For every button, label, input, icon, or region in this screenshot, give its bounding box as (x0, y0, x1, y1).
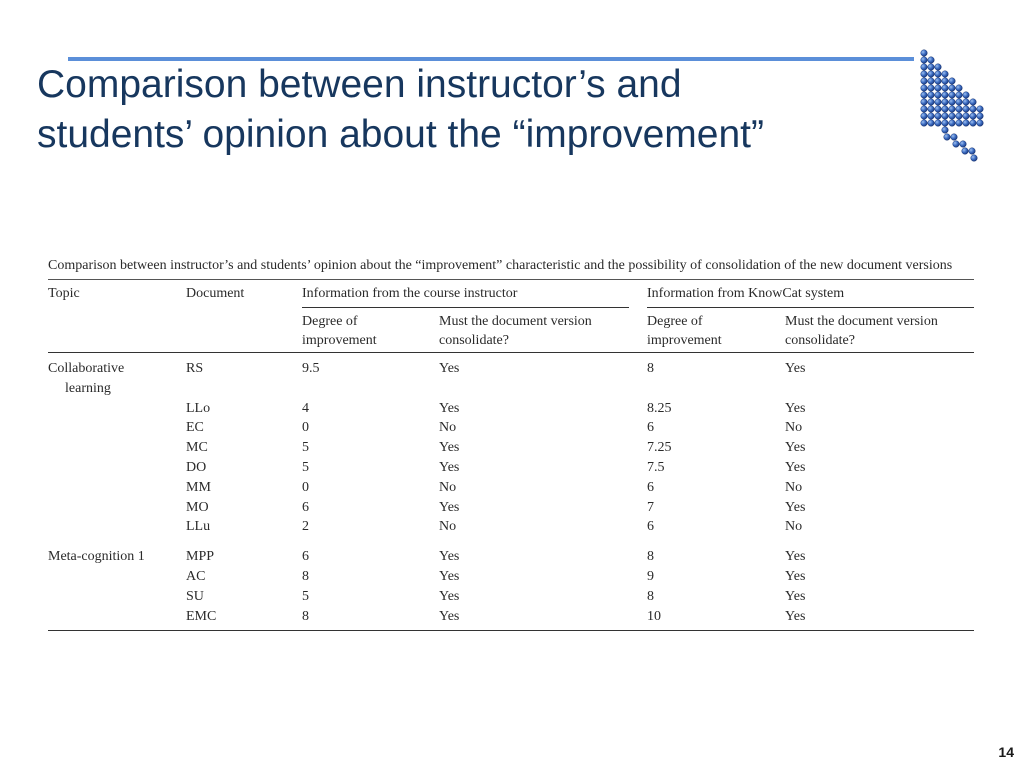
header-knowcat-group (647, 280, 974, 313)
cell-instructor-consolidate: No (439, 479, 457, 495)
logo-dot (963, 92, 970, 99)
cell-instructor-consolidate: Yes (439, 568, 460, 584)
cell-instructor-consolidate: Yes (439, 607, 647, 631)
table-row (48, 587, 974, 607)
logo-dot (963, 120, 970, 127)
cell-topic (48, 478, 186, 498)
logo-dot (956, 85, 963, 92)
slide-title (37, 60, 897, 160)
cell-topic (48, 587, 186, 607)
table-row (48, 537, 974, 567)
cell-knowcat-consolidate: No (785, 420, 803, 436)
cell-instructor-degree: 9.5 (302, 361, 320, 376)
logo-dot (942, 78, 949, 85)
cell-knowcat-degree: 7 (647, 499, 655, 515)
logo-dot (921, 99, 928, 106)
cell-instructor-degree: 5 (302, 459, 309, 475)
table-row (48, 438, 974, 458)
cell-topic (48, 498, 186, 518)
table-row (48, 353, 974, 399)
logo-dot (942, 113, 949, 120)
table-caption: Comparison between instructor’s and students’ opinion about the “improvement” characteristic and the possibility of consolidation of the new document versions (48, 258, 953, 273)
header-knowcat-consolidate (785, 312, 974, 353)
logo-dot (949, 120, 956, 127)
logo-dot (921, 64, 928, 71)
cell-knowcat-consolidate: Yes (785, 568, 806, 584)
logo-dot (942, 106, 949, 113)
logo-dot (921, 106, 928, 113)
cell-instructor-degree: 0 (302, 420, 309, 436)
table-row (48, 567, 974, 587)
logo-dot (970, 120, 977, 127)
cell-knowcat-degree: 8 (647, 361, 655, 376)
cell-topic (48, 458, 186, 478)
logo-dot (928, 120, 935, 127)
cell-topic (48, 353, 186, 399)
slide-title-line-1: Comparison between instructor’s and (37, 63, 682, 106)
cell-document: SU (186, 588, 204, 604)
logo-dot (935, 106, 942, 113)
logo-dot (921, 78, 928, 85)
logo-dot (970, 106, 977, 113)
logo-dot (935, 120, 942, 127)
cell-instructor-degree: 8 (302, 568, 309, 584)
topic-line-1: Collaborative (48, 361, 125, 376)
cell-instructor-consolidate: Yes (439, 361, 460, 376)
cell-instructor-degree: 8 (302, 607, 439, 631)
table-row (48, 399, 974, 419)
cell-knowcat-degree: 6 (647, 420, 655, 436)
header-document: Document (186, 280, 302, 313)
cell-knowcat-consolidate: Yes (785, 588, 806, 604)
cell-knowcat-consolidate: No (785, 479, 803, 495)
header-degree-line-2: improvement (647, 333, 722, 348)
logo-dot (942, 99, 949, 106)
cell-topic (48, 607, 186, 631)
cell-knowcat-degree: 7.5 (647, 459, 665, 475)
cell-document: MO (186, 499, 209, 515)
logo-dot (935, 85, 942, 92)
logo-dot (949, 92, 956, 99)
cell-instructor-consolidate: Yes (439, 400, 460, 416)
logo-dot (942, 127, 949, 134)
cell-knowcat-degree: 8.25 (647, 400, 672, 416)
logo-dot (928, 57, 935, 64)
cell-instructor-degree: 6 (302, 499, 309, 515)
data-table-figure (48, 256, 974, 631)
logo-dot (962, 148, 969, 155)
cell-document: EC (186, 420, 204, 436)
logo-dot (949, 106, 956, 113)
cell-knowcat-consolidate: No (785, 519, 803, 535)
logo-dot (942, 71, 949, 78)
header-degree-line-1: Degree of (647, 314, 703, 329)
logo-dot (956, 92, 963, 99)
logo-dot (935, 78, 942, 85)
cell-document: MC (186, 440, 208, 456)
logo-dot (921, 71, 928, 78)
logo-dot (921, 113, 928, 120)
cell-topic (48, 517, 186, 537)
logo-dot (942, 120, 949, 127)
cell-knowcat-consolidate: Yes (785, 607, 974, 631)
table-row (48, 478, 974, 498)
cell-document: AC (186, 568, 206, 584)
logo-dot (949, 78, 956, 85)
cell-topic (48, 438, 186, 458)
logo-dot (935, 71, 942, 78)
logo-dot (928, 92, 935, 99)
logo-dot (970, 99, 977, 106)
header-blank-topic (48, 312, 186, 353)
cell-instructor-degree: 4 (302, 400, 309, 416)
cell-knowcat-consolidate: Yes (785, 459, 806, 475)
cell-instructor-degree: 6 (302, 549, 309, 565)
logo-dot (971, 155, 978, 162)
logo-dot (956, 113, 963, 120)
cell-knowcat-degree: 8 (647, 588, 655, 604)
header-degree-line-1: Degree of (302, 314, 358, 329)
cell-instructor-degree: 5 (302, 440, 309, 456)
slide-title-line-2: students’ opinion about the “improvement” (37, 113, 764, 156)
cell-knowcat-degree: 10 (647, 607, 785, 631)
logo-dot (921, 120, 928, 127)
comparison-table (48, 279, 974, 631)
cell-knowcat-degree: 9 (647, 568, 655, 584)
cell-document: RS (186, 361, 204, 376)
cell-knowcat-consolidate: Yes (785, 549, 806, 565)
table-row (48, 418, 974, 438)
cell-knowcat-degree: 6 (647, 519, 655, 535)
cell-document: MPP (186, 549, 215, 565)
page-number: 14 (998, 744, 1014, 760)
cell-document: LLo (186, 400, 211, 416)
table-row (48, 458, 974, 478)
header-instructor-consolidate (439, 312, 647, 353)
logo-dot (935, 92, 942, 99)
table-row (48, 498, 974, 518)
cell-instructor-consolidate: No (439, 420, 457, 436)
logo-dot (928, 106, 935, 113)
cell-topic (48, 567, 186, 587)
header-must-line-1: Must the document version (785, 314, 938, 329)
header-knowcat-group-label: Information from KnowCat system (647, 284, 974, 308)
logo-dot (928, 71, 935, 78)
logo-dot (963, 99, 970, 106)
header-must-line-2: consolidate? (785, 333, 855, 348)
table-row (48, 517, 974, 537)
logo-dot (928, 99, 935, 106)
cell-instructor-consolidate: Yes (439, 588, 460, 604)
logo-dot (928, 85, 935, 92)
cell-instructor-consolidate: Yes (439, 499, 460, 515)
logo-dot (944, 134, 951, 141)
header-blank-document (186, 312, 302, 353)
cell-knowcat-degree: 8 (647, 549, 655, 565)
cell-topic (48, 418, 186, 438)
table-row (48, 607, 974, 631)
logo-dot (977, 113, 984, 120)
logo-dot (935, 99, 942, 106)
logo-dot (921, 92, 928, 99)
topic-line-2: learning (65, 380, 111, 396)
cell-document: MM (186, 479, 211, 495)
logo-dot (977, 120, 984, 127)
logo-dot (960, 141, 967, 148)
cell-knowcat-degree: 7.25 (647, 440, 672, 456)
logo-dot (928, 64, 935, 71)
logo-dot (928, 113, 935, 120)
cell-instructor-consolidate: Yes (439, 549, 460, 565)
logo-dot (951, 134, 958, 141)
logo-dot (963, 113, 970, 120)
header-instructor-group-label: Information from the course instructor (302, 284, 629, 308)
cell-knowcat-degree: 6 (647, 479, 655, 495)
header-must-line-1: Must the document version (439, 314, 592, 329)
logo-dot (921, 50, 928, 57)
cell-knowcat-consolidate: Yes (785, 400, 806, 416)
cell-document: EMC (186, 607, 302, 631)
logo-dot (953, 141, 960, 148)
cell-topic (48, 399, 186, 419)
logo-dot (942, 85, 949, 92)
logo-dot (969, 148, 976, 155)
dotted-cursor-arrow-icon (918, 47, 998, 162)
cell-topic: Meta-cognition 1 (48, 549, 145, 565)
cell-instructor-degree: 5 (302, 588, 309, 604)
logo-dot (949, 99, 956, 106)
logo-dot (935, 113, 942, 120)
header-instructor-degree (302, 312, 439, 353)
header-knowcat-degree (647, 312, 785, 353)
header-topic: Topic (48, 280, 186, 313)
cell-instructor-consolidate: Yes (439, 440, 460, 456)
cell-instructor-consolidate: No (439, 519, 457, 535)
logo-dot (956, 106, 963, 113)
logo-dot (921, 85, 928, 92)
logo-dot (977, 106, 984, 113)
header-instructor-group (302, 280, 647, 313)
header-must-line-2: consolidate? (439, 333, 509, 348)
logo-dot (949, 85, 956, 92)
logo-dot (921, 57, 928, 64)
cell-knowcat-consolidate: Yes (785, 499, 806, 515)
cell-document: DO (186, 459, 207, 475)
cell-instructor-degree: 0 (302, 479, 309, 495)
cell-document: LLu (186, 519, 211, 535)
logo-dot (970, 113, 977, 120)
cell-instructor-consolidate: Yes (439, 459, 460, 475)
logo-dot (942, 92, 949, 99)
logo-dot (949, 113, 956, 120)
logo-dot (928, 78, 935, 85)
logo-dot (963, 106, 970, 113)
logo-dot (956, 120, 963, 127)
logo-dot (935, 64, 942, 71)
cell-instructor-degree: 2 (302, 519, 309, 535)
header-degree-line-2: improvement (302, 333, 377, 348)
cell-knowcat-consolidate: Yes (785, 361, 806, 376)
logo-dot (956, 99, 963, 106)
cell-knowcat-consolidate: Yes (785, 440, 806, 456)
